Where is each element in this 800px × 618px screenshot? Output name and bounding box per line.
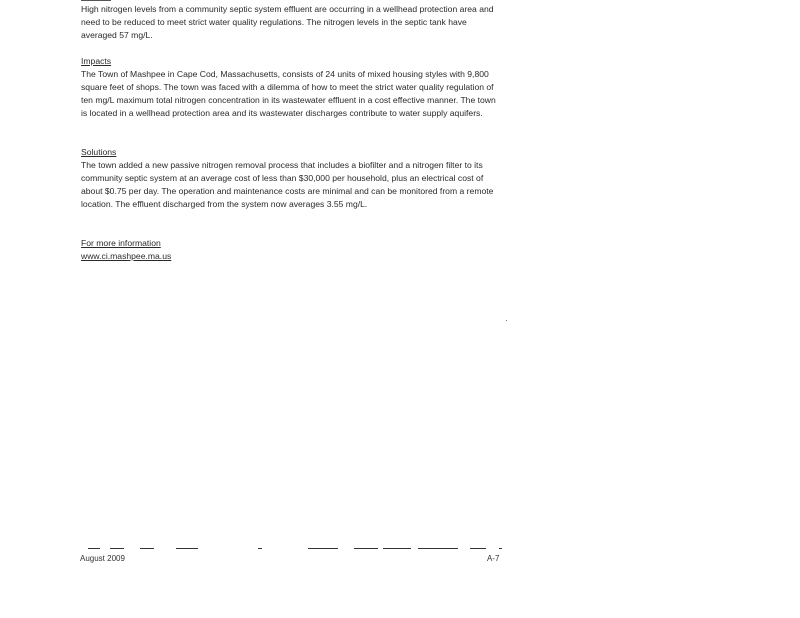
footer-rule — [86, 548, 506, 550]
solutions-section — [81, 146, 503, 211]
stray-mark — [506, 320, 507, 321]
solutions-heading: Solutions — [81, 147, 117, 157]
impacts-section — [81, 55, 503, 120]
footer-date: August 2009 — [80, 554, 125, 563]
problem-text: High nitrogen levels from a community septic system effluent are occurring in a wellhead protection area and need to be reduced to meet strict water quality regulations. The nitrogen levels in the septic tank have averaged 57 mg/L. — [81, 4, 494, 40]
website-link[interactable]: www.ci.mashpee.ma.us — [81, 251, 172, 261]
more-info-section — [81, 237, 503, 263]
more-info-label: For more information — [81, 238, 161, 248]
problem-section — [81, 3, 503, 42]
impacts-heading: Impacts — [81, 56, 112, 66]
solutions-text: The town added a new passive nitrogen removal process that includes a biofilter and a nitrogen filter to its community septic system at an average cost of less than $30,000 per household, plus an electrical cost of about $0.75 per day. The operation and maintenance costs are minimal and can be monitored from a remote location. The effluent discharged from the system now averages 3.55 mg/L. — [81, 160, 494, 209]
footer-page-number: A-7 — [487, 554, 500, 563]
impacts-text: The Town of Mashpee in Cape Cod, Massachusetts, consists of 24 units of mixed housing styles with 9,800 square feet of shops. The town was faced with a dilemma of how to meet the strict water quality regulation of ten mg/L maximum total nitrogen concentration in its wastewater effluent in a cost effective manner. The town is located in a wellhead protection area and its wastewater discharges contribute to water supply aquifers. — [81, 69, 496, 118]
top-rule — [81, 0, 111, 1]
